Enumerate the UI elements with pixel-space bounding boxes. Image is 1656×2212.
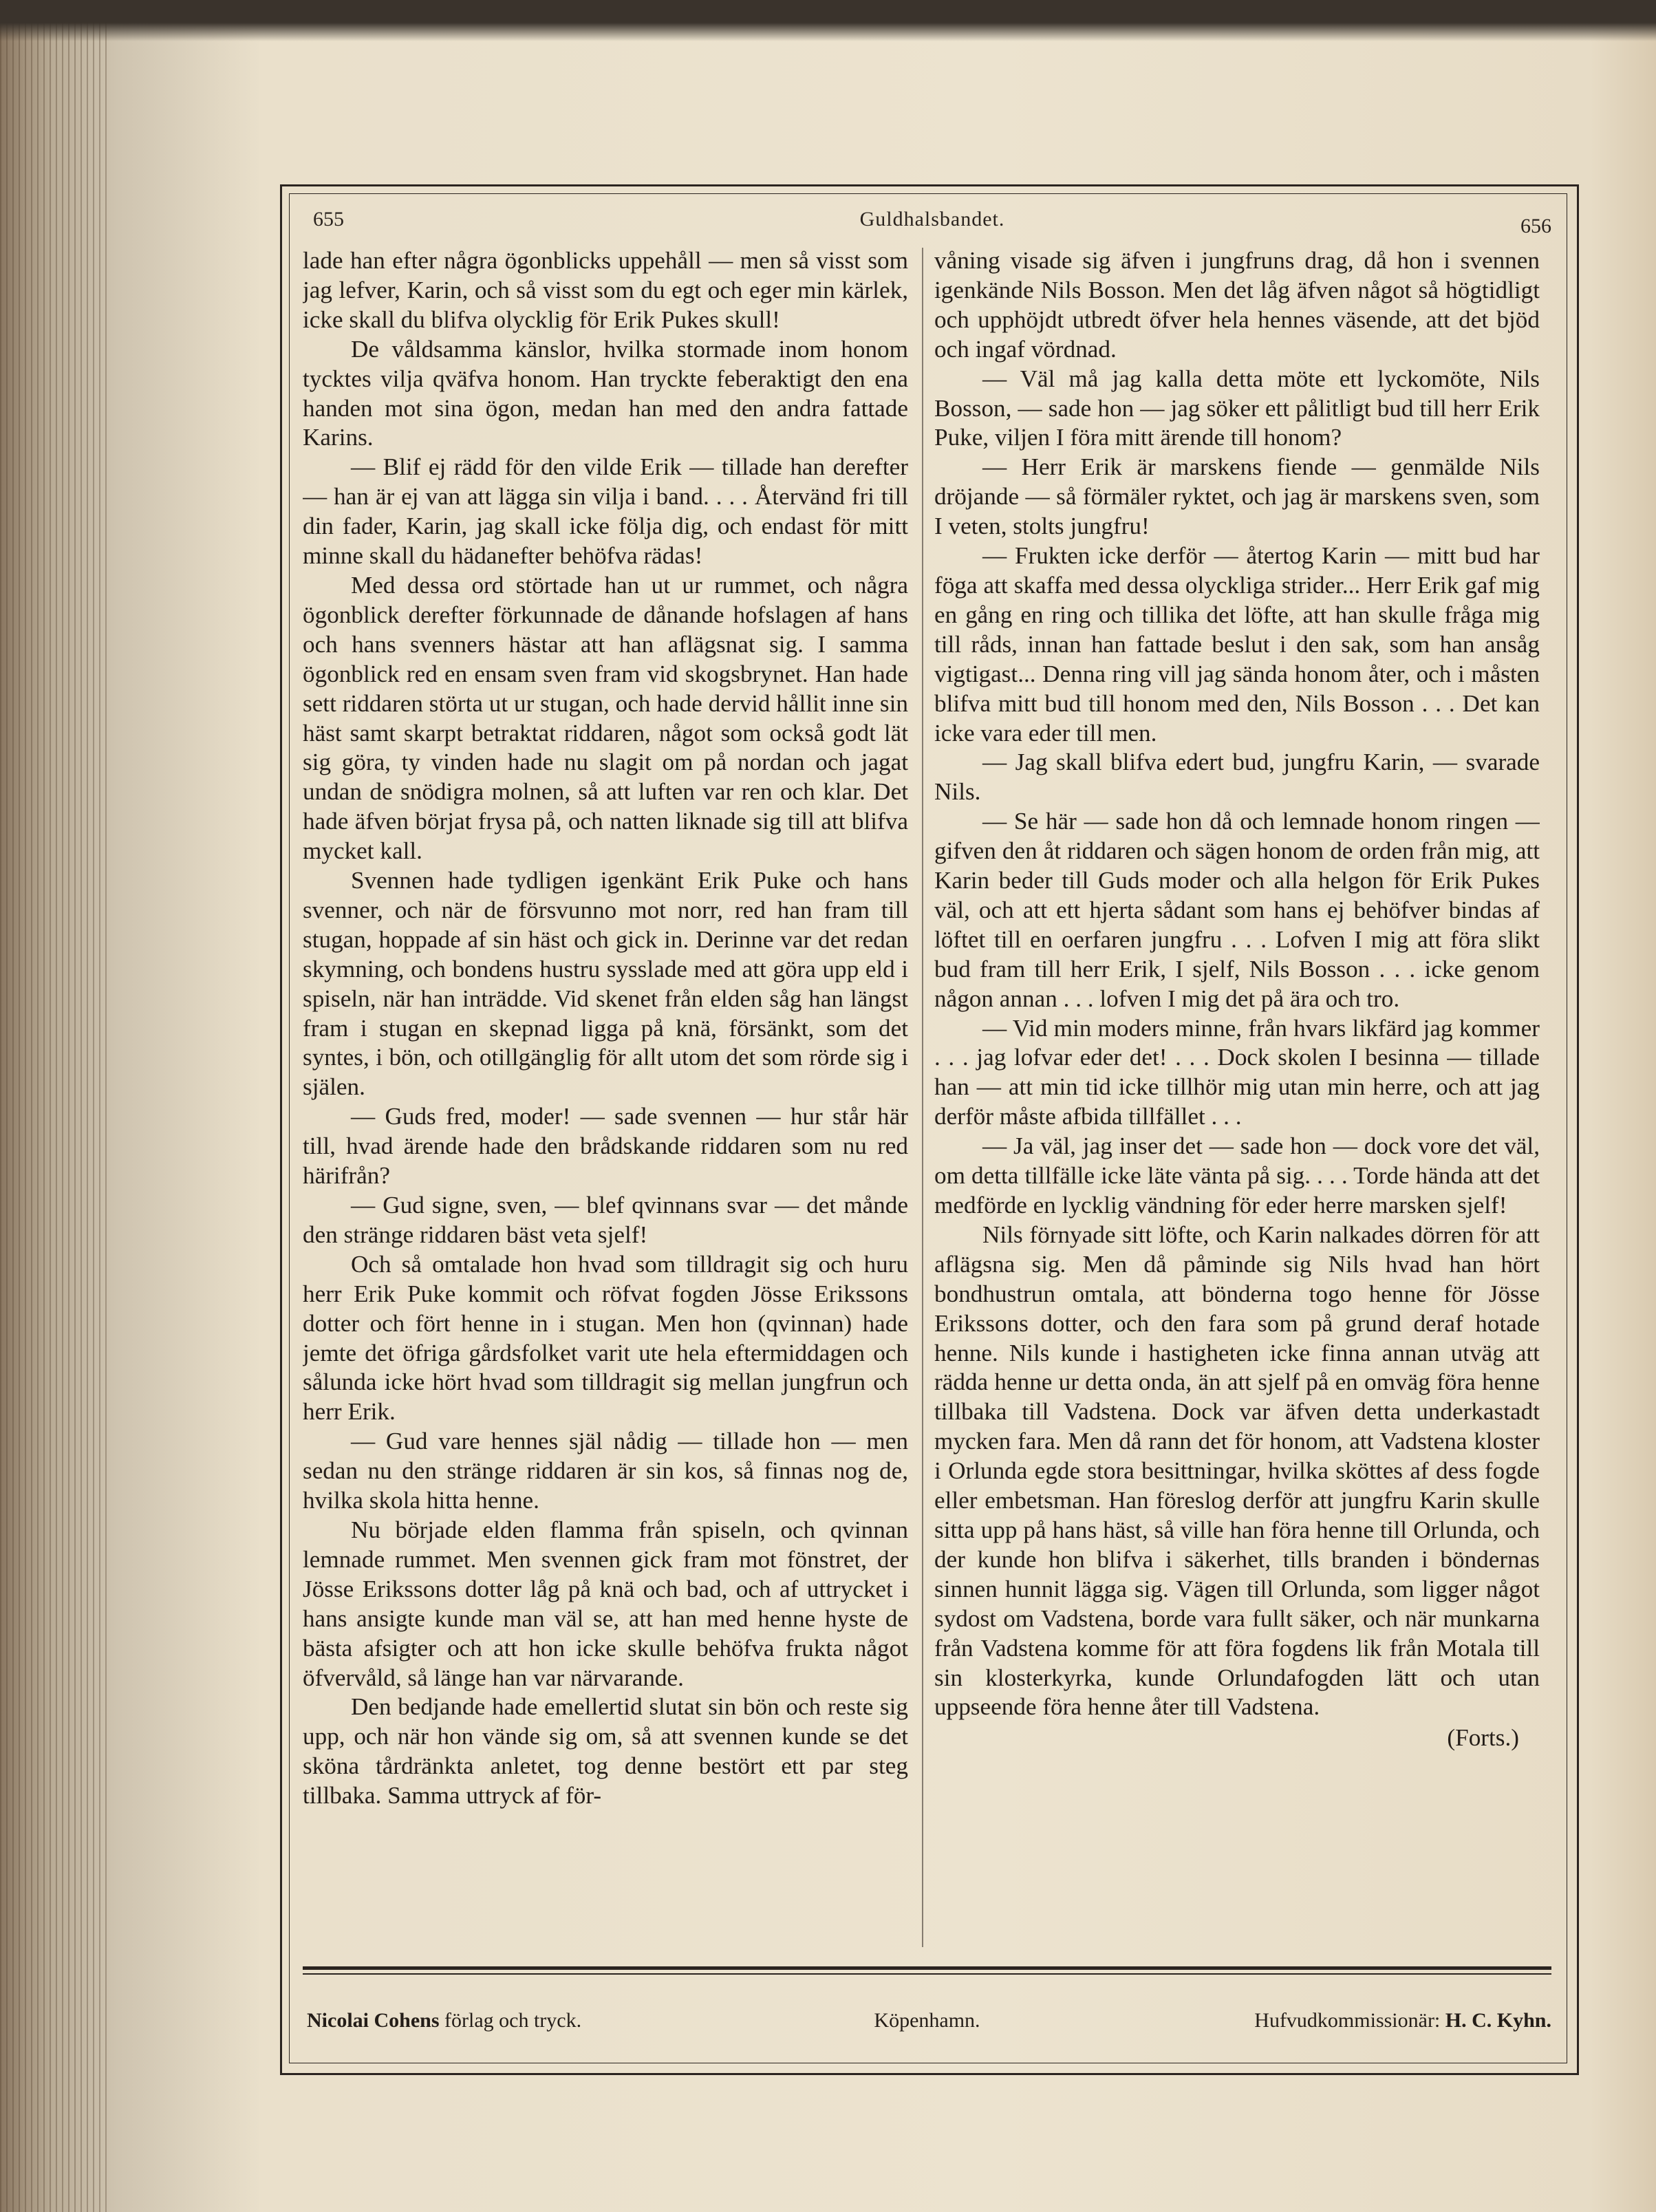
paragraph: — Väl må jag kalla detta möte ett lyckomöte, Nils Bosson, — sade hon — jag söker ett pålitligt bud till herr Erik Puke, viljen I föra mitt ärende till honom?	[934, 365, 1540, 451]
page-header	[313, 208, 1551, 242]
paragraph: — Blif ej rädd för den vilde Erik — tillade han derefter — han är ej van att lägga sin vilja i band. . . . Återvänd fri till din fader, Karin, jag skall icke följa dig, och endast för mitt minne skall du hädanefter behöfva rädas!	[303, 453, 908, 570]
column-divider	[922, 248, 923, 1947]
page-footer	[303, 2009, 1551, 2050]
paragraph: — Jag skall blifva edert bud, jungfru Karin, — svarade Nils.	[934, 749, 1540, 806]
paragraph: våning visade sig äfven i jungfruns drag, då hon i svennen igenkände Nils Bosson. Men det låg äfven något så högtidligt och upphöjdt utbredt öfver hela hennes väsende, att det bjöd och ingaf vördnad.	[934, 247, 1540, 363]
continued-note: (Forts.)	[1447, 1724, 1519, 1752]
paragraph: — Ja väl, jag inser det — sade hon — dock vore det väl, om detta tillfälle icke läte vänta på sig. . . . Torde hända att det medförde en lycklig vändning för eder herre marsken sjelf!	[934, 1132, 1540, 1218]
paragraph: — Gud vare hennes själ nådig — tillade hon — men sedan nu den stränge riddaren är sin kos, så finnas nog de, hvilka skola hitta henne.	[303, 1428, 908, 1514]
footer-rule-thin	[303, 1973, 1551, 1975]
text-column-left	[303, 246, 908, 1932]
page-number-right: 656	[1520, 215, 1551, 237]
paragraph: Svennen hade tydligen igenkänt Erik Puke och hans svenner, och när de försvunno mot norr, red han fram till stugan, hoppade af sin häst och gick in. Derinne var det redan skymning, och bondens hustru sysslade med att göra upp eld i spiseln, när han inträdde. Vid skenet från elden såg han längst fram i stugan en skepnad ligga på knä, försänkt, som det syntes, i bön, och otillgänglig för allt utom det som rörde sig i själen.	[303, 867, 908, 1101]
paragraph: De våldsamma känslor, hvilka stormade inom honom tycktes vilja qväfva honom. Han tryckte feberaktigt den ena handen mot sina ögon, medan han med den andra fattade Karins.	[303, 335, 908, 451]
paragraph: — Guds fred, moder! — sade svennen — hur står här till, hvad ärende hade den brådskande riddaren som nu red härifrån?	[303, 1103, 908, 1190]
publisher-city: Köpenhamn.	[874, 2009, 980, 2032]
commissioner-name: H. C. Kyhn.	[1445, 2009, 1551, 2032]
publisher-name: Nicolai Cohens	[307, 2009, 440, 2032]
footer-rule-thick	[303, 1966, 1551, 1970]
paragraph: — Frukten icke derför — återtog Karin — mitt bud har föga att skaffa med dessa olyckliga strider... Herr Erik gaf mig en gång en ring och tillika det löfte, att han skulle fråga mig till råds, innan han fattade beslut i den sak, som han ansåg vigtigast... Denna ring vill jag sända honom åter, och i måsten blifva mitt bud till honom med den, Nils Bosson . . . Det kan icke vara eder till men.	[934, 542, 1540, 747]
top-edge-shadow	[0, 0, 1656, 41]
paragraph: Och så omtalade hon hvad som tilldragit sig och huru herr Erik Puke kommit och röfvat fogden Jösse Erikssons dotter och fört henne in i stugan. Men hon (qvinnan) hade jemte det öfriga gårdsfolket varit ute hela eftermiddagen och sålunda icke hört hvad som tilldragit sig mellan jungfrun och herr Erik.	[303, 1250, 908, 1426]
paragraph: Nu började elden flamma från spiseln, och qvinnan lemnade rummet. Men svennen gick fram mot fönstret, der Jösse Erikssons dotter låg på knä och bad, och af uttrycket i hans ansigte kunde man väl se, att han med henne hyste de bästa afsigter och att hon icke skulle behöfva frukta något öfvervåld, så länge han var närvarande.	[303, 1516, 908, 1691]
paragraph: lade han efter några ögonblicks uppehåll — men så visst som jag lefver, Karin, och så visst som du egt och eger min kärlek, icke skall du blifva olycklig för Erik Pukes skull!	[303, 247, 908, 333]
text-column-right	[934, 246, 1540, 1932]
publisher-rest: förlag och tryck.	[439, 2009, 582, 2032]
commissioner-label: Hufvudkommissionär:	[1254, 2009, 1445, 2032]
paragraph: Den bedjande hade emellertid slutat sin bön och reste sig upp, och när hon vände sig om, så att svennen kunde se det sköna tårdränkta anletet, tog denne bestört ett par steg tillbaka. Samma uttryck af för-	[303, 1693, 908, 1810]
running-title: Guldhalsbandet.	[859, 208, 1005, 230]
paragraph: — Herr Erik är marskens fiende — genmälde Nils dröjande — så förmäler ryktet, och jag är marskens sven, som I veten, stolts jungfru!	[934, 453, 1540, 540]
paragraph: — Vid min moders minne, från hvars likfärd jag kommer . . . jag lofvar eder det! . . . Dock skolen I besinna — tillade han — att min tid icke tillhör mig utan min herre, och att jag derför måste afbida tillfället . . .	[934, 1014, 1540, 1130]
paragraph: — Gud signe, sven, — blef qvinnans svar — det månde den stränge riddaren bäst veta sjelf!	[303, 1192, 908, 1248]
commissioner	[1254, 2009, 1551, 2032]
gutter-shadow	[0, 0, 261, 2212]
paragraph: — Se här — sade hon då och lemnade honom ringen — gifven den åt riddaren och sägen honom de orden från mig, att Karin beder till Guds moder och alla helgon för Erik Pukes väl, och att ett hjerta sådant som hans ej behöfver bindas af löftet till en oerfaren jungfru . . . Lofven I mig att föra slikt bud fram till herr Erik, I sjelf, Nils Bosson . . . icke genom någon annan . . . lofven I mig det på ära och tro.	[934, 808, 1540, 1012]
paragraph: Med dessa ord störtade han ut ur rummet, och några ögonblick derefter förkunnade de dånande hofslagen af hans och hans svenners hästar att han aflägsnat sig. I samma ögonblick red en ensam sven fram vid skogsbrynet. Han hade sett riddaren störta ut ur stugan, och hade dervid hållit inne sin häst samt skarpt betraktat riddaren, något som också godt lät sig göra, ty vinden hade nu slagit om på nordan och jagat undan de snödigra molnen, så att luften var ren och klar. Det hade äfven börjat frysa på, och natten liknade sig till att blifva mycket kall.	[303, 571, 908, 865]
paragraph: Nils förnyade sitt löfte, och Karin nalkades dörren för att aflägsna sig. Men då påminde sig Nils hvad han hört bondhustrun omtala, att bönderna togo henne för Jösse Erikssons dotter, och den fara som på grund deraf hotade henne. Nils kunde i hastigheten icke finna annan utväg att rädda henne ur detta onda, än att sjelf på en omväg föra henne tillbaka till Vadstena. Dock var äfven detta underkastadt mycken fara. Men då rann det för honom, att Vadstena kloster i Orlunda egde stora besittningar, hvilka sköttes af dess fogde eller embetsman. Han föreslog derför att jungfru Karin skulle sitta upp på hans häst, så ville han föra henne till Orlunda, och der kunde hon blifva i säkerhet, tills branden i böndernas sinnen hunnit lägga sig. Vägen till Orlunda, som ligger något sydost om Vadstena, borde vara fullt säker, och när munkarna från Vadstena komme för att föra fogdens lik från Motala till sin klosterkyrka, kunde Orlundafogden lätt och utan uppseende föra henne åter till Vadstena.	[934, 1221, 1540, 1721]
page-number-left: 655	[313, 208, 344, 230]
